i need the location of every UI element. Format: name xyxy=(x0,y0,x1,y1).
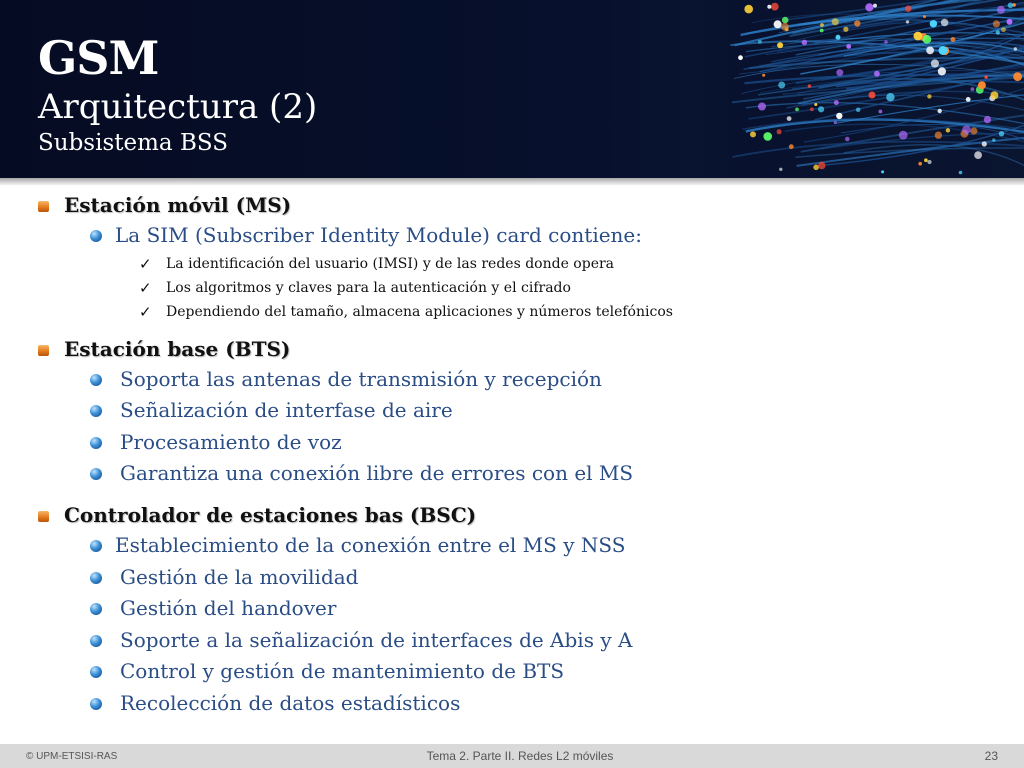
orange-square-bullet-icon xyxy=(38,201,49,212)
bullet-level3 xyxy=(0,300,1024,324)
bullet-text: Soporta las antenas de transmisión y recepción xyxy=(120,366,602,391)
blue-sphere-bullet-icon xyxy=(90,540,102,552)
bullet-text: Procesamiento de voz xyxy=(120,429,342,454)
bullet-level2 xyxy=(0,530,1024,562)
checkmark-icon: ✓ xyxy=(139,302,152,321)
copyright-text: © UPM-ETSISI-RAS xyxy=(26,751,118,762)
bullet-level3 xyxy=(0,252,1024,276)
slide-sub-subtitle: Subsistema BSS xyxy=(38,130,228,156)
blue-sphere-bullet-icon xyxy=(90,405,102,417)
bullet-level1 xyxy=(0,190,1024,220)
bullet-level2 xyxy=(0,593,1024,625)
section-bts xyxy=(0,334,1024,490)
blue-sphere-bullet-icon xyxy=(90,572,102,584)
slide-footer xyxy=(0,744,1024,768)
section-bsc xyxy=(0,500,1024,720)
blue-sphere-bullet-icon xyxy=(90,666,102,678)
blue-sphere-bullet-icon xyxy=(90,635,102,647)
blue-sphere-bullet-icon xyxy=(90,374,102,386)
bullet-level2 xyxy=(0,656,1024,688)
slide-header xyxy=(0,0,1024,178)
bullet-text: Establecimiento de la conexión entre el MS y NSS xyxy=(115,532,626,557)
bullet-level3 xyxy=(0,276,1024,300)
bullet-text: Recolección de datos estadísticos xyxy=(120,690,461,715)
bullet-text: Soporte a la señalización de interfaces de Abis y A xyxy=(120,627,633,652)
orange-square-bullet-icon xyxy=(38,345,49,356)
checkmark-icon: ✓ xyxy=(139,254,152,273)
bullet-text: Los algoritmos y claves para la autenticación y el cifrado xyxy=(166,279,571,296)
page-number: 23 xyxy=(984,749,998,763)
bullet-text: Garantiza una conexión libre de errores con el MS xyxy=(120,461,634,486)
bullet-level2 xyxy=(0,364,1024,396)
bullet-text: Gestión de la movilidad xyxy=(120,564,359,589)
bullet-level2 xyxy=(0,688,1024,720)
bullet-level2 xyxy=(0,458,1024,490)
bullet-level1 xyxy=(0,500,1024,530)
slide-content xyxy=(0,190,1024,720)
bullet-level2 xyxy=(0,220,1024,252)
bullet-level2 xyxy=(0,562,1024,594)
section-ms xyxy=(0,190,1024,324)
checkmark-icon: ✓ xyxy=(139,278,152,297)
slide-title: GSM xyxy=(38,31,159,85)
blue-sphere-bullet-icon xyxy=(90,468,102,480)
bullet-level2 xyxy=(0,625,1024,657)
orange-square-bullet-icon xyxy=(38,511,49,522)
blue-sphere-bullet-icon xyxy=(90,437,102,449)
footer-topic: Tema 2. Parte II. Redes L2 móviles xyxy=(426,749,614,763)
bullet-text: Control y gestión de mantenimiento de BTS xyxy=(120,659,565,684)
bullet-text: La identificación del usuario (IMSI) y de las redes donde opera xyxy=(166,255,615,272)
blue-sphere-bullet-icon xyxy=(90,230,102,242)
bullet-text: Dependiendo del tamaño, almacena aplicaciones y números telefónicos xyxy=(166,303,673,320)
header-shadow xyxy=(0,178,1024,186)
fiber-optic-background-image xyxy=(590,0,1024,178)
bullet-level2 xyxy=(0,427,1024,459)
section-label: Controlador de estaciones bas (BSC) xyxy=(64,502,477,527)
bullet-level2 xyxy=(0,395,1024,427)
bullet-text: La SIM (Subscriber Identity Module) card contiene: xyxy=(115,223,643,247)
slide-subtitle: Arquitectura (2) xyxy=(38,87,318,127)
section-label: Estación móvil (MS) xyxy=(64,193,292,217)
section-label: Estación base (BTS) xyxy=(64,336,291,361)
bullet-text: Gestión del handover xyxy=(120,596,337,621)
blue-sphere-bullet-icon xyxy=(90,698,102,710)
bullet-text: Señalización de interfase de aire xyxy=(120,398,453,423)
blue-sphere-bullet-icon xyxy=(90,603,102,615)
bullet-level1 xyxy=(0,334,1024,364)
